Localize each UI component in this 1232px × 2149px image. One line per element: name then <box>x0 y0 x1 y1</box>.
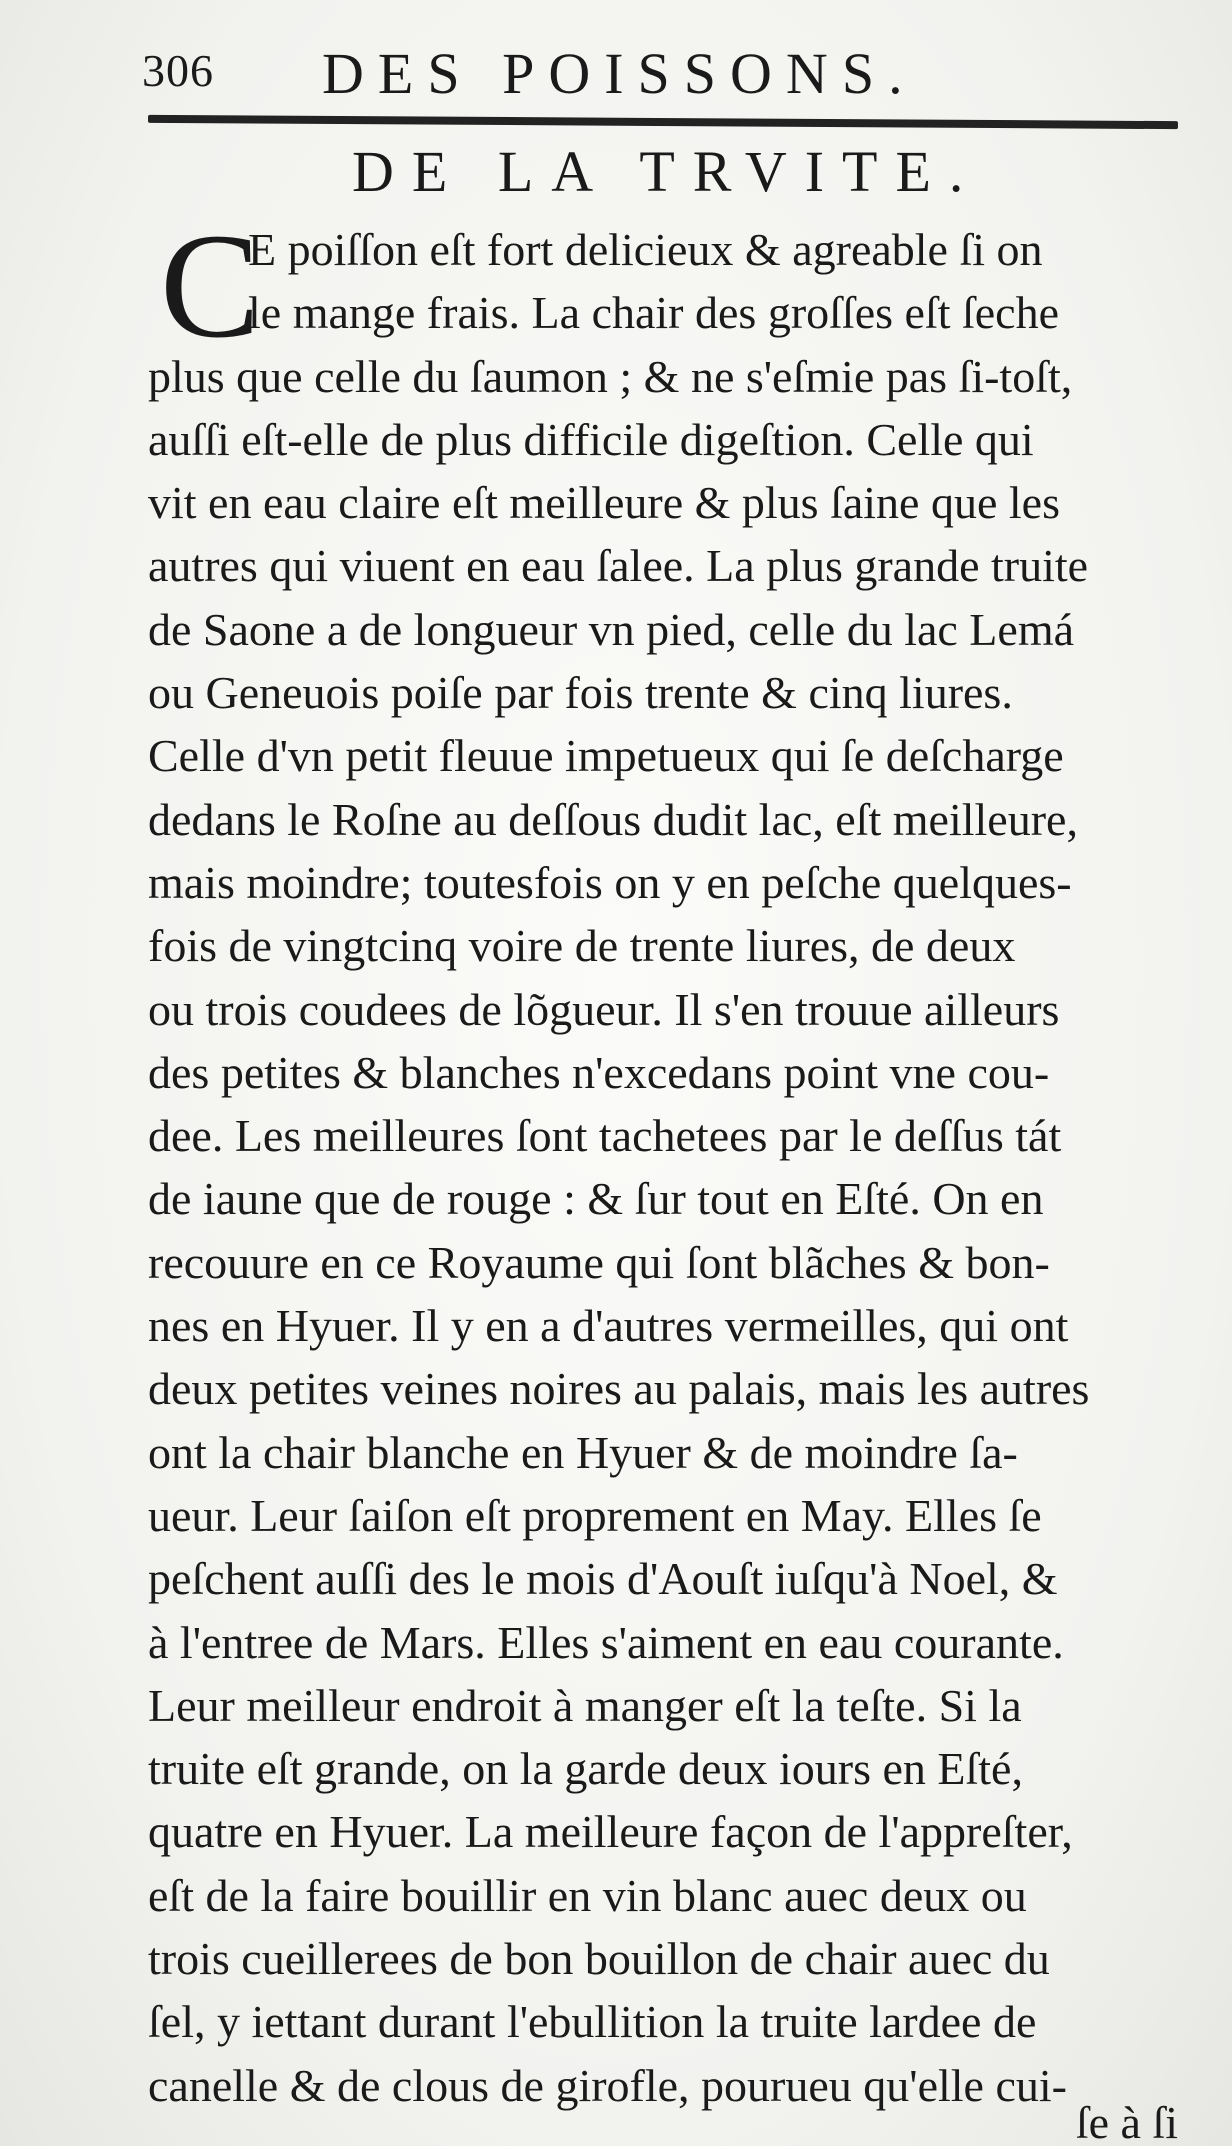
text-line: recouure en ce Royaume qui ſont blãches & bon- <box>148 1236 1050 1288</box>
text-line: Celle d'vn petit fleuue impetueux qui ſe deſcharge <box>148 730 1064 782</box>
text-line: ont la chair blanche en Hyuer & de moindre ſa- <box>148 1426 1018 1478</box>
text-line: de iaune que de rouge : & ſur tout en Eſté. On en <box>148 1173 1044 1225</box>
text-line: ſel, y iettant durant l'ebullition la truite lardee de <box>148 1996 1037 2048</box>
text-line: dee. Les meilleures ſont tachetees par le deſſus tát <box>148 1110 1062 1162</box>
text-line: auſſi eſt-elle de plus difficile digeſtion. Celle qui <box>148 413 1034 465</box>
text-line: canelle & de clous de girofle, pourueu qu'elle cui- <box>148 2059 1067 2111</box>
text-line: plus que celle du ſaumon ; & ne s'eſmie pas ſi-toſt, <box>148 350 1073 402</box>
text-line: quatre en Hyuer. La meilleure façon de l'appreſter, <box>148 1806 1073 1858</box>
text-line: le mange frais. La chair des groſſes eſt ſeche <box>248 287 1060 339</box>
text-line: à l'entree de Mars. Elles s'aiment en eau courante. <box>148 1616 1064 1668</box>
drop-cap: C <box>160 203 261 369</box>
page-header <box>142 40 1182 106</box>
text-line: autres qui viuent en eau ſalee. La plus grande truite <box>148 540 1089 592</box>
page-number: 306 <box>142 45 214 96</box>
text-line: fois de vingtcinq voire de trente liures, de deux <box>148 920 1016 972</box>
text-line: trois cueillerees de bon bouillon de chair auec du <box>148 1933 1050 1985</box>
running-head: DES POISSONS. <box>322 41 917 106</box>
text-line: deux petites veines noires au palais, mais les autres <box>148 1363 1090 1415</box>
text-line: nes en Hyuer. Il y en a d'autres vermeilles, qui ont <box>148 1300 1069 1352</box>
text-line: ou trois coudees de lõgueur. Il s'en trouue ailleurs <box>148 983 1060 1035</box>
header-rule <box>148 115 1178 129</box>
text-line: mais moindre; toutesfois on y en peſche quelques- <box>148 856 1072 908</box>
text-line: dedans le Roſne au deſſous dudit lac, eſt meilleure, <box>148 793 1078 845</box>
section-title: DE LA TRVITE. <box>352 139 982 204</box>
text-line: truite eſt grande, on la garde deux iours en Eſté, <box>148 1743 1023 1795</box>
text-line: E poiſſon eſt fort delicieux & agreable ſi on <box>248 224 1043 275</box>
text-line: eſt de la faire bouillir en vin blanc auec deux ou <box>148 1869 1027 1921</box>
text-lines <box>148 203 1194 2117</box>
text-line: vit en eau claire eſt meilleure & plus ſaine que les <box>148 477 1060 529</box>
catchword: ſe à ſi <box>1075 2097 1178 2148</box>
text-line: de Saone a de longueur vn pied, celle du lac Lemá <box>148 603 1075 655</box>
text-line: ueur. Leur ſaiſon eſt proprement en May. Elles ſe <box>148 1489 1042 1541</box>
text-line: ou Geneuois poiſe par fois trente & cinq liures. <box>148 667 1013 719</box>
text-line: peſchent auſſi des le mois d'Aouſt iuſqu'à Noel, & <box>148 1553 1058 1605</box>
text-line: des petites & blanches n'excedans point vne cou- <box>148 1046 1050 1098</box>
text-line: Leur meilleur endroit à manger eſt la teſte. Si la <box>148 1679 1022 1731</box>
body-text <box>148 203 1194 2117</box>
